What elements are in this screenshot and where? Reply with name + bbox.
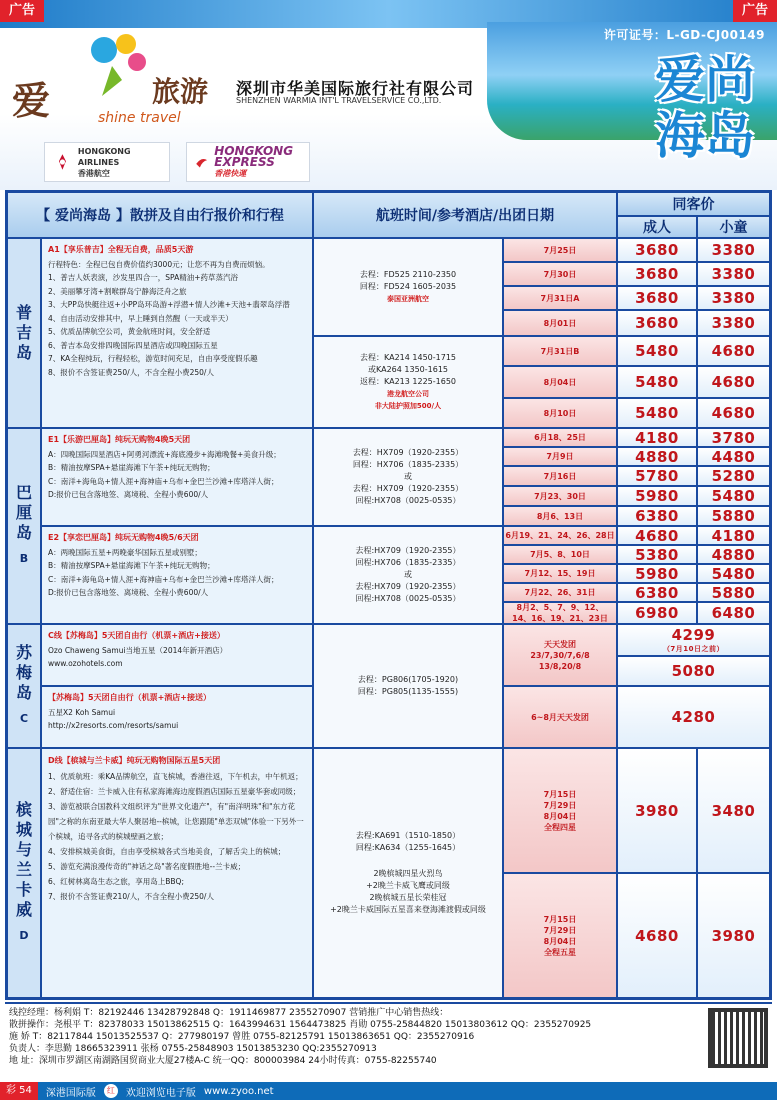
phuket-flight-fd (313, 238, 503, 336)
footer-row: 散拼操作：尧根平 T：82378033 15013862515 Q：1643994631 1564473825 肖勋 0755-25844820 15013803612 QQ：2355270925 (9, 1020, 592, 1030)
ad-label-left: 广告 (0, 0, 44, 22)
phuket-line: 5、优质品牌航空公司，黄金航班时间，安全舒适 (48, 327, 211, 336)
qr-code-icon (708, 1008, 768, 1068)
samui-c2-title: 【苏梅岛】5天团自由行（机票+酒店+接送） (48, 693, 211, 702)
logo-burst-icon (82, 30, 152, 100)
date-cell: 7月23、30日 (503, 486, 617, 506)
contact-footer (5, 1002, 772, 1080)
adult-price: 5480 (617, 398, 697, 428)
footer-row: 负责人：李思勤 18665323911 张杨 0755-25848903 15013853230 QQ:2355270913 (9, 1044, 377, 1054)
date-cell: 7月9日 (503, 447, 617, 466)
samui-price-1-note: （7月10日之前） (662, 645, 725, 653)
edition-name: 深港国际版 (45, 1087, 96, 1099)
region-samui-code: C (19, 712, 29, 725)
date-cell: 7月31日B (503, 336, 617, 366)
child-price: 5480 (697, 564, 770, 583)
flight-note: 港龙航空公司 (387, 390, 429, 398)
hk-airlines-en: HONGKONG AIRLINES (77, 146, 131, 167)
flight-line: 去程：PG806(1705-1920) (357, 675, 459, 684)
phuket-flight-ka (313, 336, 503, 428)
child-price: 3380 (697, 262, 770, 286)
phuket-line: 行程特色：全程已包自费价值约3000元；让您不再为自费而烦恼。 (48, 259, 270, 269)
adult-price: 6380 (617, 506, 697, 526)
adult-price: 3980 (617, 748, 697, 873)
phuket-line: 7、KA全程纯玩，行程轻松，游览时间充足，自由享受度假乐趣 (48, 354, 258, 363)
footer-row: 施 娇 T：82117844 15013525537 Q：277980197 曾胜 0755-82125791 15013863651 QQ：2355270916 (9, 1032, 475, 1042)
header-adult: 成人 (617, 216, 697, 238)
region-phuket (7, 238, 41, 428)
child-price: 3380 (697, 310, 770, 336)
flight-line: 回程:HX708（0025-0535） (355, 594, 461, 603)
date-cell: 7月12、15、19日 (503, 564, 617, 583)
ad-label-right: 广告 (733, 0, 777, 22)
child-price: 5480 (697, 486, 770, 506)
penang-title: D线【槟城与兰卡威】纯玩无购物国际五星5天团 (48, 756, 221, 765)
red-badge: 红 (104, 1084, 118, 1098)
region-penang (7, 748, 41, 998)
adult-price: 5980 (617, 564, 697, 583)
child-price: 3380 (697, 238, 770, 262)
region-phuket-label: 普 吉 岛 (15, 303, 32, 362)
page-bottom-bar (0, 1082, 777, 1100)
child-price: 4180 (697, 526, 770, 545)
child-price: 6480 (697, 602, 770, 624)
child-price: 5280 (697, 466, 770, 486)
bali-e1-line: C：南洋+海龟岛+情人涯+海神庙+乌布+金巴兰沙滩+库塔洋人街； (48, 476, 279, 486)
date-cell: 7月15日 7月29日 8月04日 全程五星 (503, 873, 617, 998)
region-penang-code: D (19, 929, 29, 942)
company-logo (12, 30, 242, 130)
bali-e2-itinerary (41, 526, 313, 624)
flight-line: 去程:HX709（1920-2355） (355, 546, 461, 555)
child-price: 5880 (697, 583, 770, 602)
samui-c1-title: C线【苏梅岛】5天团自由行（机票+酒店+接送） (48, 631, 225, 640)
penang-line: 5、游览充满浪漫传奇的"神话之岛"著名度假胜地--兰卡威； (48, 862, 246, 871)
child-price: 3380 (697, 286, 770, 310)
adult-price: 4180 (617, 428, 697, 447)
date-cell: 7月25日 (503, 238, 617, 262)
date-cell: 8月04日 (503, 366, 617, 398)
date-cell: 8月10日 (503, 398, 617, 428)
adult-price: 6380 (617, 583, 697, 602)
bauhinia-icon (53, 151, 72, 173)
phuket-line: 3、大PP岛快艇往返+小PP岛环岛游+浮潜+情人沙滩+天池+翡翠岛浮潜 (48, 300, 290, 309)
phuket-title: A1【享乐普吉】全程无自费，品质5天游 (48, 245, 194, 254)
footer-row: 线控经理：杨利娟 T：82192446 13428792848 Q：1911469877 2355270907 营销推广中心销售热线： (9, 1008, 449, 1018)
adult-price: 3680 (617, 262, 697, 286)
company-name-cn: 深圳市华美国际旅行社有限公司 (236, 79, 475, 98)
adult-price: 5780 (617, 466, 697, 486)
flight-line: 回程:HX708（0025-0535） (355, 496, 461, 505)
header-child: 小童 (697, 216, 770, 238)
samui-price-1 (617, 624, 770, 656)
samui-flight (313, 624, 503, 748)
adult-price: 3680 (617, 310, 697, 336)
child-price: 4680 (697, 398, 770, 428)
samui-price-2: 5080 (617, 656, 770, 686)
header-main: 【 爱尚海岛 】散拼及自由行报价和行程 (7, 192, 313, 238)
child-price: 3480 (697, 748, 770, 873)
slogan-line1: 爱尚 (655, 50, 755, 109)
bali-e1-line: A：四晚国际四星酒店+阿勇河漂流+海底漫步+海滩晚餐+美食升级； (48, 449, 281, 459)
license-number: 许可证号：L-GD-CJ00149 (603, 28, 765, 42)
flight-line: 去程：KA214 1450-1715 (360, 353, 456, 362)
adult-price: 3680 (617, 238, 697, 262)
samui-c1-line: Ozo Chaweng Samui当地五星（2014年新开酒店） (48, 645, 228, 655)
penang-line: 7、报价不含签证费210/人，不含全程小费250/人 (48, 892, 214, 901)
flight-line: +2晚兰卡威飞鹰或同级 (366, 881, 450, 890)
flight-line: 回程：HX706（1835-2335） (352, 460, 464, 469)
header (0, 0, 777, 190)
region-samui-label: 苏 梅 岛 (15, 643, 32, 702)
hongkong-airlines-logo (44, 142, 170, 182)
slogan-line2: 海岛 (655, 106, 755, 165)
price-table (5, 190, 772, 1000)
bali-e2-title: E2【享恋巴厘岛】纯玩无购物4晚5/6天团 (48, 533, 199, 542)
bali-e1-line: B：精油按摩SPA+悬崖海滩下午茶+纯玩无购物； (48, 463, 215, 472)
flight-line: 回程：PG805(1135-1555) (357, 687, 459, 696)
company-name-en: SHENZHEN WARMIA INT'L TRAVELSERVICE CO.,LTD. (236, 96, 442, 105)
adult-price: 5480 (617, 366, 697, 398)
penang-flight (313, 748, 503, 998)
bali-e2-flight (313, 526, 503, 624)
flight-line: 回程:KA634（1255-1645） (355, 843, 461, 852)
page-number: 彩 54 (0, 1082, 38, 1100)
date-cell: 7月22、26、31日 (503, 583, 617, 602)
date-cell: 7月30日 (503, 262, 617, 286)
header-same-price: 同客价 (617, 192, 770, 216)
samui-c2-line: http://x2resorts.com/resorts/samui (48, 721, 179, 730)
header-flight: 航班时间/参考酒店/出团日期 (313, 192, 617, 238)
child-price: 4880 (697, 545, 770, 564)
child-price: 4480 (697, 447, 770, 466)
penang-itinerary (41, 748, 313, 998)
date-cell: 8月01日 (503, 310, 617, 336)
date-cell: 7月16日 (503, 466, 617, 486)
hk-express-icon (195, 151, 208, 173)
bali-e2-line: B：精油按摩SPA+悬崖海滩下午茶+纯玩无购物； (48, 561, 215, 570)
phuket-line: 2、美丽攀牙湾+割喉群岛宁静海泛舟之旅 (48, 286, 187, 296)
penang-line: 6、红树林离岛生态之旅，享用岛上BBQ; (48, 877, 184, 886)
phuket-itinerary (41, 238, 313, 428)
samui-c2-line: 五星X2 Koh Samui (48, 707, 116, 717)
phuket-line: 1、普吉人妖表演，沙发里四合一，SPA精油+药草蒸汽浴 (48, 273, 238, 282)
penang-line: 1、优质航班：乘KA品牌航空，直飞槟城，香港往返，下午机去，中午机返； (48, 772, 303, 781)
flight-line: 返程：KA213 1225-1650 (360, 377, 456, 386)
adult-price: 4880 (617, 447, 697, 466)
region-bali (7, 428, 41, 624)
brand-slogan (655, 52, 755, 164)
region-penang-label: 槟 城 与 兰 卡 威 (15, 800, 32, 919)
flight-line: 2晚槟城五星长荣桂冠 (369, 893, 447, 902)
flight-line: 或KA264 1350-1615 (368, 365, 448, 374)
logo-en: shine travel (98, 110, 181, 126)
bali-e1-title: E1【乐游巴厘岛】纯玩无购物4晚5天团 (48, 435, 191, 444)
website-link[interactable]: www.zyoo.net (203, 1085, 274, 1097)
browse-text: 欢迎浏览电子版 (125, 1087, 196, 1099)
date-cell: 7月15日 7月29日 8月04日 全程四星 (503, 748, 617, 873)
child-price: 3980 (697, 873, 770, 998)
adult-price: 4680 (617, 873, 697, 998)
bali-e2-line: C：南洋+海龟岛+情人涯+海神庙+乌布+金巴兰沙滩+库塔洋人街； (48, 574, 279, 584)
date-cell: 8月6、13日 (503, 506, 617, 526)
hk-airlines-cn: 香港航空 (77, 168, 110, 178)
logo-char-ai: 爱 (12, 78, 51, 123)
flight-line: 去程：FD525 2110-2350 (359, 270, 457, 279)
flight-line: +2晚兰卡威国际五星喜来登海滩渡假或同级 (330, 905, 486, 914)
hongkong-express-logo (186, 142, 310, 182)
samui-c1-itinerary (41, 624, 313, 686)
phuket-line: 6、普吉本岛安排四晚国际四星酒店或四晚国际五星 (48, 340, 218, 350)
flight-line: 回程：FD524 1605-2035 (359, 282, 457, 291)
region-bali-label: 巴 厘 岛 (15, 483, 32, 542)
adult-price: 5380 (617, 545, 697, 564)
logo-char-lvyou: 旅游 (152, 75, 209, 108)
footer-row: 地 址：深圳市罗湖区南湖路国贸商业大厦27楼A-C 统一QQ：800003984 24小时传真：0755-82255740 (9, 1056, 437, 1066)
region-samui (7, 624, 41, 748)
samui-date-2: 6~8月天天发团 (503, 686, 617, 748)
hk-express-cn: 香港快運 (214, 168, 247, 178)
samui-price-3: 4280 (617, 686, 770, 748)
bali-e1-flight (313, 428, 503, 526)
penang-line: 3、游览被联合国教科文组织评为"世界文化遗产"，有"南洋明珠"和"东方花园"之称的东南亚最大华人聚居地--槟城，让您跟随"单恋双城"体验一下另外一个槟城，追寻各式的槟城壁画之旅； (48, 802, 304, 841)
adult-price: 6980 (617, 602, 697, 624)
samui-c1-line: www.ozohotels.com (48, 659, 123, 668)
flight-line: 或 (404, 570, 412, 579)
bali-e1-itinerary (41, 428, 313, 526)
region-bali-code: B (19, 552, 29, 565)
date-cell: 7月31日A (503, 286, 617, 310)
bali-e2-line: D:报价已包含落地签、离境税、全程小费600/人 (48, 588, 209, 597)
date-cell: 6月18、25日 (503, 428, 617, 447)
samui-price-1-value: 4299 (671, 626, 716, 644)
date-cell: 7月5、8、10日 (503, 545, 617, 564)
flight-note: 泰国亚洲航空 (387, 295, 429, 303)
samui-date-1: 天天发团 23/7,30/7,6/8 13/8,20/8 (503, 624, 617, 686)
date-cell: 6月19、21、24、26、28日 (503, 526, 617, 545)
child-price: 4680 (697, 366, 770, 398)
date-cell: 8月2、5、7、9、12、 14、16、19、21、23日 (503, 602, 617, 624)
adult-price: 5480 (617, 336, 697, 366)
adult-price: 5980 (617, 486, 697, 506)
adult-price: 4680 (617, 526, 697, 545)
penang-line: 4、安排槟城美食街，自由享受槟城各式当地美食，了解舌尖上的槟城； (48, 847, 286, 856)
penang-line: 2、舒适住宿：兰卡威入住有私家海滩海边度假酒店国际五星豪华套或同级； (48, 787, 301, 796)
phuket-line: 8、报价不含签证费250/人，不含全程小费250/人 (48, 367, 214, 377)
flight-line: 或 (404, 472, 412, 481)
child-price: 3780 (697, 428, 770, 447)
flight-line: 去程：HX709（1920-2355） (352, 448, 464, 457)
flight-note: 非大陆护照加500/人 (374, 402, 442, 410)
flight-line: 去程:KA691（1510-1850） (355, 831, 461, 840)
samui-c2-itinerary (41, 686, 313, 748)
child-price: 4680 (697, 336, 770, 366)
flight-line: 2晚槟城四星火烈鸟 (373, 869, 443, 878)
bali-e1-line: D:报价已包含落地签、离境税、全程小费600/人 (48, 490, 209, 499)
bali-e2-line: A：两晚国际五星+两晚豪华国际五星或别墅； (48, 547, 202, 557)
flight-line: 去程：HX709（1920-2355） (352, 484, 464, 493)
phuket-line: 4、自由活动安排其中，早上睡到自然醒（一天或半天） (48, 313, 233, 323)
flight-line: 回程:HX706（1835-2335） (355, 558, 461, 567)
child-price: 5880 (697, 506, 770, 526)
hk-express-en: HONGKONG EXPRESS (214, 143, 294, 169)
adult-price: 3680 (617, 286, 697, 310)
flight-line: 去程:HX709（1920-2355） (355, 582, 461, 591)
